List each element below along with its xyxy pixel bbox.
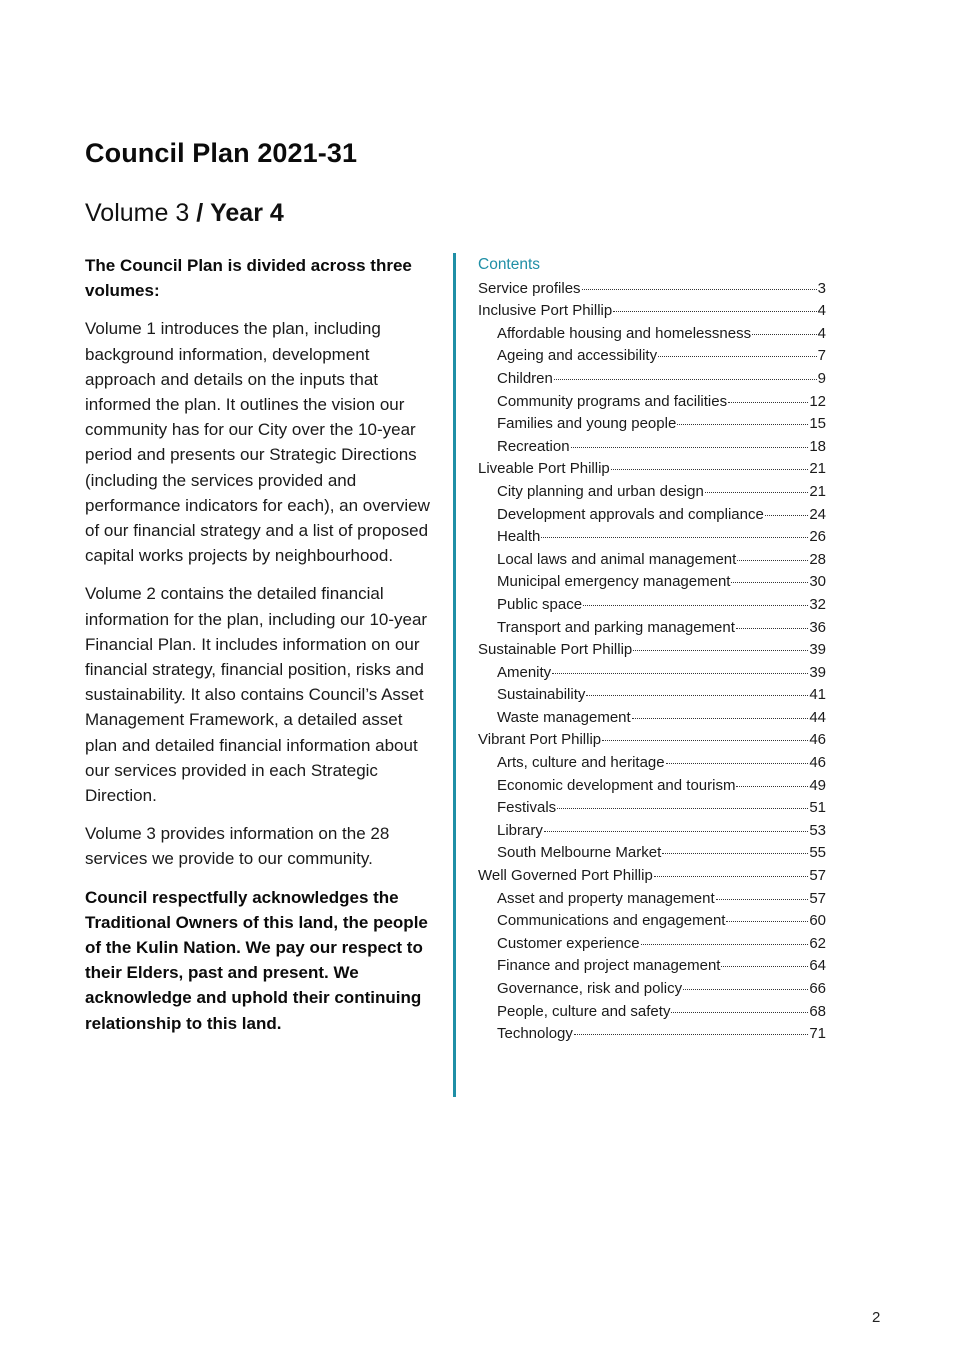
toc-dot-leader (632, 703, 809, 719)
toc-entry-page: 26 (809, 528, 826, 546)
toc-entry-page: 21 (809, 482, 826, 500)
toc-entry-label: Governance, risk and policy (497, 980, 683, 997)
volume2-paragraph: Volume 2 contains the detailed financial information for the plan, including our 10-year Financial Plan. It includes information on our financial strategy, financial position, risks and sustainability. It also contains Council’s Asset Management Framework, a detailed asset plan and detailed financial information about our services provided in each Strategic Direction. (85, 584, 428, 806)
toc-dot-leader (641, 929, 809, 945)
toc-entry-page: 12 (809, 392, 826, 410)
toc-entry-page: 32 (809, 595, 826, 613)
toc-entry-label: Public space (497, 595, 583, 613)
toc-dot-leader (726, 906, 808, 922)
toc-entry-page: 39 (809, 663, 826, 681)
toc-dot-leader (662, 838, 808, 854)
toc-dot-leader (658, 341, 817, 357)
toc-dot-leader (602, 725, 808, 741)
toc-entry-label: Customer experience (497, 934, 640, 952)
toc-dot-leader (728, 387, 808, 403)
toc-dot-leader (737, 545, 808, 561)
toc-entry-label: Asset and property management (497, 889, 715, 907)
toc-entry-label: Affordable housing and homelessness (497, 324, 752, 342)
toc-entry-label: Finance and project management (497, 957, 721, 975)
toc-dot-leader (765, 500, 808, 516)
toc-entry-page: 4 (817, 302, 826, 320)
toc-dot-leader (613, 296, 816, 312)
toc-dot-leader (611, 454, 809, 470)
toc-entry-label: Liveable Port Phillip (478, 460, 610, 478)
toc-dot-leader (586, 680, 808, 696)
toc-entry-page: 49 (809, 776, 826, 794)
toc-entry[interactable] (478, 1022, 826, 1045)
toc-entry-label: Health (497, 528, 541, 546)
toc-entry-label: Inclusive Port Phillip (478, 302, 613, 320)
volume-subtitle (85, 199, 284, 228)
toc-entry-label: Communications and engagement (497, 912, 726, 930)
toc-dot-leader (582, 274, 817, 290)
subtitle-separator: / (196, 199, 204, 227)
toc-entry-label: Vibrant Port Phillip (478, 731, 602, 749)
toc-dot-leader (721, 951, 808, 967)
toc-entry-label: Transport and parking management (497, 618, 735, 636)
toc-entry-label: South Melbourne Market (497, 844, 662, 862)
volume3-paragraph: Volume 3 provides information on the 28 services we provide to our community. (85, 824, 390, 869)
toc-entry-page: 60 (809, 912, 826, 930)
toc-dot-leader (541, 522, 808, 538)
toc-entry-page: 4 (817, 324, 826, 342)
toc-dot-leader (654, 861, 809, 877)
toc-dot-leader (677, 409, 808, 425)
toc-entry-page: 24 (809, 505, 826, 523)
toc-entry-label: Sustainable Port Phillip (478, 641, 633, 659)
toc-entry-label: Arts, culture and heritage (497, 754, 665, 772)
toc-entry-page: 36 (809, 618, 826, 636)
toc-dot-leader (571, 432, 809, 448)
volume-label: Volume 3 (85, 199, 190, 227)
volume1-paragraph: Volume 1 introduces the plan, including background information, development approach and details on the inputs that informed the plan. It outlines the vision our community has for our City over the 10-year period and presents our Strategic Directions (including the services provided and performance indicators for each), an overview of our financial strategy and a list of proposed capital works projects by neighbourhood. (85, 319, 430, 566)
toc-dot-leader (731, 567, 808, 583)
toc-entry-label: People, culture and safety (497, 1002, 671, 1020)
toc-entry-label: Recreation (497, 437, 570, 455)
toc-dot-leader (671, 997, 808, 1013)
toc-entry-label: Municipal emergency management (497, 573, 731, 591)
toc-entry-page: 39 (809, 641, 826, 659)
toc-entry-label: Technology (497, 1025, 573, 1043)
toc-entry-page: 3 (817, 279, 826, 297)
toc-entry-page: 21 (809, 460, 826, 478)
toc-entry-label: Service profiles (478, 279, 581, 297)
toc-entry-page: 7 (817, 347, 826, 365)
toc-dot-leader (554, 364, 817, 380)
toc-entry-page: 44 (809, 708, 826, 726)
toc-dot-leader (752, 319, 817, 335)
toc-entry-label: Festivals (497, 799, 557, 817)
toc-entry-page: 51 (809, 799, 826, 817)
toc-entry-label: Local laws and animal management (497, 550, 737, 568)
toc-entry-label: Ageing and accessibility (497, 347, 658, 365)
toc-entry-label: Amenity (497, 663, 552, 681)
toc-dot-leader (736, 613, 808, 629)
toc-dot-leader (552, 658, 808, 674)
toc-entry-label: Sustainability (497, 686, 586, 704)
year-label: Year 4 (210, 199, 284, 227)
toc-dot-leader (557, 793, 808, 809)
toc-entry-label: Development approvals and compliance (497, 505, 764, 523)
toc-dot-leader (705, 477, 808, 493)
toc-entry-label: Library (497, 821, 543, 839)
table-of-contents (478, 254, 826, 1045)
toc-entry-page: 55 (809, 844, 826, 862)
toc-dot-leader (683, 974, 808, 990)
intro-paragraph: The Council Plan is divided across three volumes: (85, 256, 412, 301)
toc-dot-leader (633, 635, 808, 651)
toc-entry-label: Community programs and facilities (497, 392, 728, 410)
toc-entry-page: 64 (809, 957, 826, 975)
toc-dot-leader (666, 748, 809, 764)
toc-dot-leader (583, 590, 808, 606)
toc-entry-page: 57 (809, 889, 826, 907)
intro-column (85, 253, 435, 1049)
toc-dot-leader (544, 816, 808, 832)
toc-entry-label: Waste management (497, 708, 631, 726)
toc-list (478, 277, 826, 1045)
toc-dot-leader (716, 884, 809, 900)
toc-entry-label: Children (497, 369, 553, 387)
toc-entry-page: 28 (809, 550, 826, 568)
toc-entry-page: 53 (809, 821, 826, 839)
toc-entry-label: Families and young people (497, 415, 677, 433)
toc-dot-leader (574, 1019, 808, 1035)
toc-entry-page: 68 (809, 1002, 826, 1020)
contents-heading: Contents (478, 256, 541, 273)
column-divider (453, 253, 456, 1097)
toc-dot-leader (736, 771, 808, 787)
acknowledgement-paragraph: Council respectfully acknowledges the Traditional Owners of this land, the people of the Kulin Nation. We pay our respect to their Elders, past and present. We acknowledge and uphold their continuing relationship to this land. (85, 887, 428, 1033)
toc-entry-page: 57 (809, 867, 826, 885)
toc-entry-page: 41 (809, 686, 826, 704)
toc-entry-page: 46 (809, 754, 826, 772)
toc-entry-page: 71 (809, 1025, 826, 1043)
toc-entry-label: City planning and urban design (497, 482, 704, 500)
toc-entry-page: 46 (809, 731, 826, 749)
toc-entry-page: 9 (817, 369, 826, 387)
toc-entry-label: Well Governed Port Phillip (478, 867, 653, 885)
toc-entry-label: Economic development and tourism (497, 776, 736, 794)
page-title: Council Plan 2021-31 (85, 138, 358, 168)
toc-entry-page: 18 (809, 437, 826, 455)
toc-entry-page: 62 (809, 934, 826, 952)
toc-entry-page: 30 (809, 573, 826, 591)
toc-entry-page: 66 (809, 980, 826, 997)
toc-entry-page: 15 (809, 415, 826, 433)
page-number: 2 (872, 1309, 881, 1326)
